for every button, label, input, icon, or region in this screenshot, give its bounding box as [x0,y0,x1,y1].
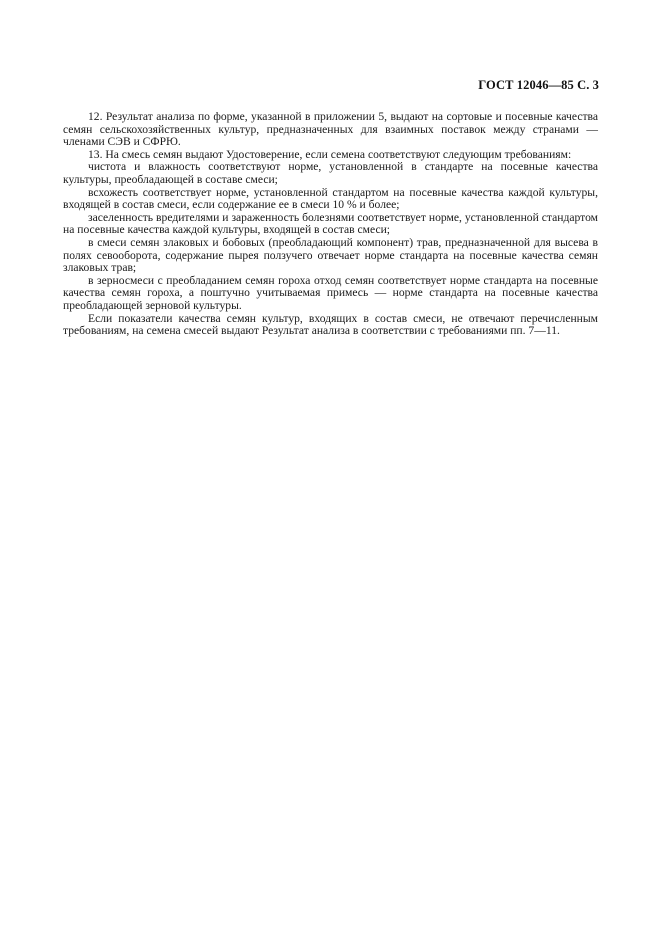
requirement-germination: всхожесть соответствует норме, установленной стандартом на посевные качества каждой культуры, входящей в состав смеси, если содержание ее в смеси 10 % и более; [63,185,598,212]
page-header: ГОСТ 12046—85 С. 3 [478,78,599,92]
requirement-grass-mix: в смеси семян злаковых и бобовых (преобладающий компонент) трав, предназначенной для высева в полях севооборота, содержание пырея ползучего отвечает норме стандарта на посевные качества семян злаковых трав; [63,235,598,275]
document-body [63,111,598,338]
requirement-pests: заселенность вредителями и зараженность болезнями соответствует норме, установленной стандартом на посевные качества каждой культуры, входящей в состав смеси; [63,210,598,237]
paragraph-13: 13. На смесь семян выдают Удостоверение, если семена соответствуют следующим требованиям: [88,147,572,161]
requirement-purity: чистота и влажность соответствуют норме, установленной в стандарте на посевные качества культуры, преобладающей в составе смеси; [63,160,598,186]
paragraph-12: 12. Результат анализа по форме, указанной в приложении 5, выдают на сортовые и посевные качества семян сельскохозяйственных культур, предназначенных для взаимных поставок между странами — членами СЭВ и СФРЮ. [63,110,598,149]
paragraph-otherwise: Если показатели качества семян культур, входящих в состав смеси, не отвечают перечисленным требованиям, на семена смесей выдают Результат анализа в соответствии с требованиями пп. 7—11. [63,311,598,338]
requirement-pea-mix: в зерносмеси с преобладанием семян гороха отход семян соответствует норме стандарта на посевные качества семян гороха, а поштучно учитываемая примесь — норме стандарта на посевные качества преобладающей зерновой культуры. [63,273,598,312]
